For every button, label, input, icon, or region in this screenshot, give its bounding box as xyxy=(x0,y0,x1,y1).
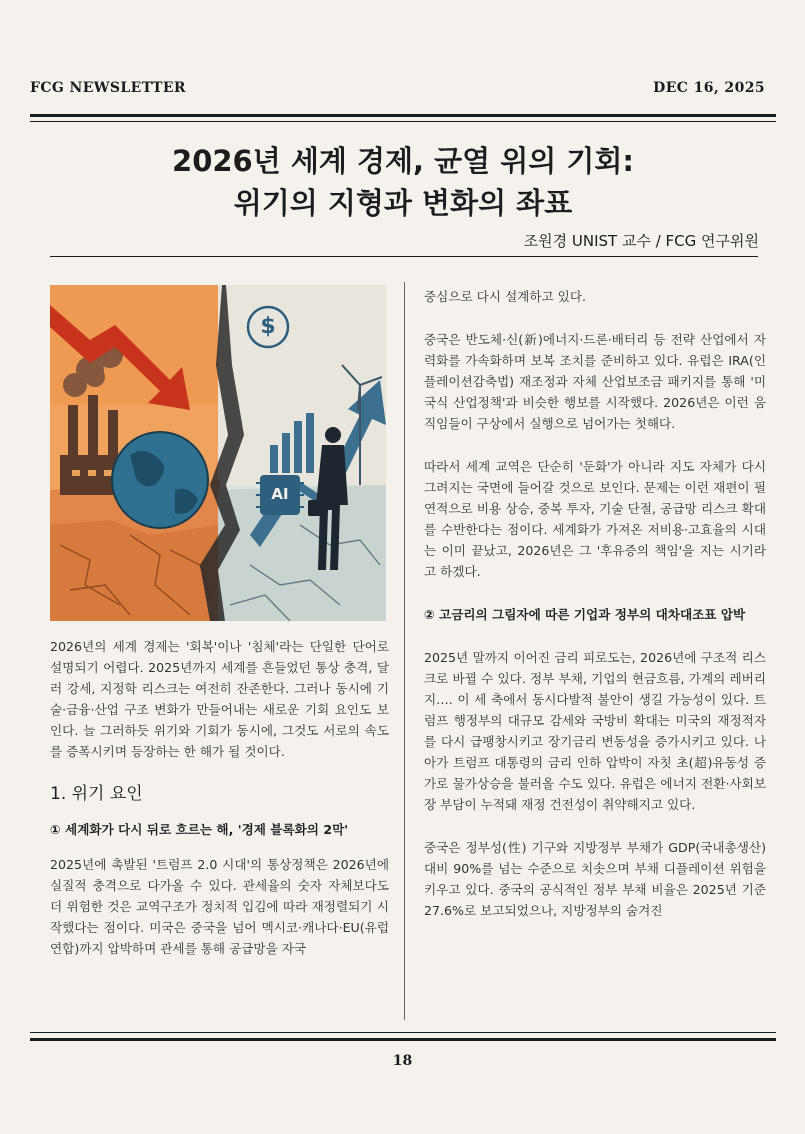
ai-chip-label: AI xyxy=(271,485,289,503)
byline-rule xyxy=(50,256,758,257)
body-paragraph: 2025년 말까지 이어진 금리 피로도는, 2026년에 구조적 리스크로 바뀔 수 있다. 정부 부채, 기업의 현금흐름, 가계의 레버리지…. 이 세 축에서 동시다발적 불안이 생길 가능성이 있다. 트럼프 행정부의 대규모 감세와 국방비 확대는 미국의 재정적자를 다시 급팽창시키고 장기금리 변동성을 증가시키고 있다. 나아가 트럼프 대통령의 금리 인하 압박이 자칫 초(超)유동성 증가로 물가상승을 불러올 수도 있다. 유럽은 에너지 전환·사회보장 부담이 누적돼 재정 건전성이 취약해지고 있다. xyxy=(424,650,766,812)
article-illustration xyxy=(50,285,386,621)
newsletter-name: FCG NEWSLETTER xyxy=(30,80,186,96)
article-title-line-2: 위기의 지형과 변화의 좌표 xyxy=(233,186,573,220)
article-title-line-1: 2026년 세계 경제, 균열 위의 기회: xyxy=(172,144,634,178)
header-rule-thin xyxy=(30,121,776,122)
footer-rule-thin xyxy=(30,1032,776,1033)
article-byline: 조원경 UNIST 교수 / FCG 연구위원 xyxy=(523,232,759,250)
intro-paragraph: 2026년의 세계 경제는 '회복'이나 '침체'라는 단일한 단어로 설명되기 어렵다. 2025년까지 세계를 흔들었던 통상 충격, 달러 강세, 지정학 리스크는 여전히 잔존한다. 그러나 동시에 기술·금융·산업 구조 변화가 만들어내는 새로운 기회 요인도 보인다. 늘 그러하듯 위기와 기회가 동시에, 그것도 서로의 속도를 증폭시키며 등장하는 한 해가 될 것이다. xyxy=(50,639,389,759)
section-heading: 1. 위기 요인 xyxy=(50,784,143,804)
issue-date: DEC 16, 2025 xyxy=(653,80,765,96)
dollar-icon: $ xyxy=(260,314,276,339)
page-number: 18 xyxy=(392,1053,413,1069)
footer-rule-thick xyxy=(30,1038,776,1041)
article-title xyxy=(30,140,776,224)
body-paragraph: 2025년에 촉발된 '트럼프 2.0 시대'의 통상정책은 2026년에 실질적 충격으로 다가올 수 있다. 관세율의 숫자 자체보다도 더 위험한 것은 교역구조가 정치적 입김에 따라 재정렬되기 시작했다는 점이다. 미국은 중국을 넘어 멕시코·캐나다·EU(유럽연합)까지 압박하며 관세를 통해 공급망을 자국 xyxy=(50,857,389,956)
column-divider xyxy=(404,282,405,1020)
header-rule-thick xyxy=(30,114,776,117)
left-column xyxy=(50,636,389,959)
subsection-heading: ② 고금리의 그림자에 따른 기업과 정부의 대차대조표 압박 xyxy=(424,607,746,622)
body-paragraph: 중국은 정부성(性) 기구와 지방정부 부채가 GDP(국내총생산) 대비 90%를 넘는 수준으로 치솟으며 부채 디플레이션 위험을 키우고 있다. 중국의 공식적인 정부 부채 비율은 2025년 기준 27.6%로 보고되었으나, 지방정부의 숨겨진 xyxy=(424,840,766,918)
body-paragraph: 따라서 세계 교역은 단순히 '둔화'가 아니라 지도 자체가 다시 그려지는 국면에 들어갈 것으로 보인다. 문제는 이런 재편이 필연적으로 비용 상승, 중복 투자, 기술 단절, 공급망 리스크 확대를 수반한다는 점이다. 세계화가 가져온 저비용·고효율의 시대는 이미 끝났고, 2026년은 그 '후유증의 책임'을 지는 시기라고 하겠다. xyxy=(424,459,766,579)
right-column xyxy=(424,286,766,921)
body-paragraph-continued: 중심으로 다시 설계하고 있다. xyxy=(424,289,586,304)
subsection-heading: ① 세계화가 다시 뒤로 흐르는 해, '경제 블록화의 2막' xyxy=(50,822,349,837)
body-paragraph: 중국은 반도체·신(新)에너지·드론·배터리 등 전략 산업에서 자력화를 가속화하며 보복 조치를 준비하고 있다. 유럽은 IRA(인플레이션감축법) 재조정과 자체 산업보조금 패키지를 통해 '미국식 산업정책'과 비슷한 행보를 시작했다. 2026년은 이런 움직임들이 구상에서 실행으로 넘어가는 첫해다. xyxy=(424,332,766,431)
